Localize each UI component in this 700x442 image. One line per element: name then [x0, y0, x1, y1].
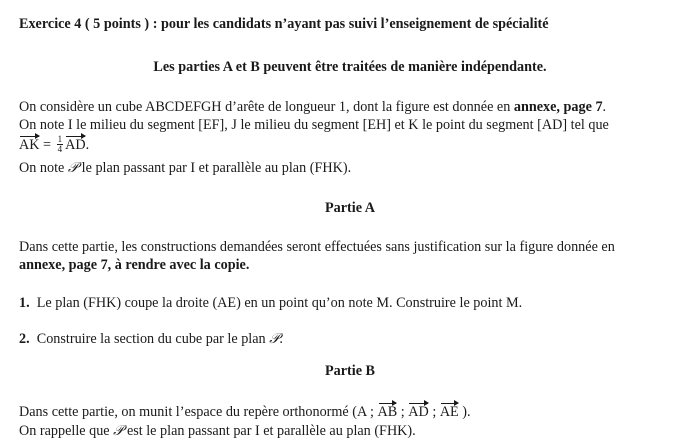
- part-b-text: On rappelle que: [19, 423, 114, 439]
- intro-text: le plan passant par I et parallèle au plan (FHK).: [78, 160, 352, 176]
- annex-reference: annexe, page 7: [513, 99, 603, 115]
- part-b-text: Dans cette partie, on munit l’espace du repère orthonormé (A ;: [19, 404, 378, 420]
- punctuation: ).: [458, 404, 471, 420]
- part-b-line-1: [19, 403, 471, 421]
- punctuation: .: [85, 137, 90, 153]
- plane-p-symbol: 𝒫: [113, 423, 124, 439]
- part-b-title: Partie B: [324, 363, 376, 379]
- question-text: Le plan (FHK) coupe la droite (AE) en un point qu’on note M. Construire le point M.: [36, 295, 523, 311]
- question-a1: [19, 294, 522, 312]
- separator: ;: [428, 404, 440, 420]
- fraction-one-quarter: [57, 135, 64, 154]
- question-a2: [19, 330, 283, 348]
- equals-sign: =: [39, 137, 55, 153]
- fraction-denominator: 4: [57, 144, 63, 155]
- intro-line-3: [19, 136, 89, 155]
- part-b-text: est le plan passant par I et parallèle au plan (FHK).: [123, 423, 416, 439]
- intro-line-1: [19, 98, 606, 116]
- intro-line-4: [19, 159, 351, 177]
- fraction-numerator: 1: [57, 134, 63, 145]
- separator: ;: [397, 404, 409, 420]
- punctuation: .: [602, 99, 607, 115]
- vector-ad: AD: [65, 137, 86, 153]
- vector-ak: AK: [19, 137, 40, 153]
- question-text: Construire la section du cube par le plan: [36, 331, 270, 347]
- question-number: 2.: [19, 331, 30, 347]
- question-number: 1.: [19, 295, 30, 311]
- plane-p-symbol: 𝒫: [67, 160, 79, 176]
- part-a-paragraph-line-2: annexe, page 7, à rendre avec la copie.: [19, 257, 250, 273]
- plane-p-symbol: 𝒫: [269, 331, 280, 347]
- intro-text: On considère un cube ABCDEFGH d’arête de longueur 1, dont la figure est donnée en: [19, 99, 514, 115]
- vector-ae: AE: [439, 404, 459, 420]
- intro-line-2: On note I le milieu du segment [EF], J le milieu du segment [EH] et K le point du segment [AD] tel que: [19, 117, 609, 133]
- punctuation: .: [279, 331, 283, 347]
- part-a-title: Partie A: [324, 200, 376, 216]
- independence-note: Les parties A et B peuvent être traitées de manière indépendante.: [153, 59, 547, 75]
- part-b-line-2: [19, 422, 416, 440]
- part-a-paragraph-line-1: Dans cette partie, les constructions demandées seront effectuées sans justification sur la figure donnée en: [19, 239, 615, 255]
- exercise-title: Exercice 4 ( 5 points ) : pour les candidats n’ayant pas suivi l’enseignement de spécialité: [19, 16, 549, 32]
- vector-ad: AD: [408, 404, 429, 420]
- intro-text: On note: [19, 160, 68, 176]
- vector-ab: AB: [377, 404, 398, 420]
